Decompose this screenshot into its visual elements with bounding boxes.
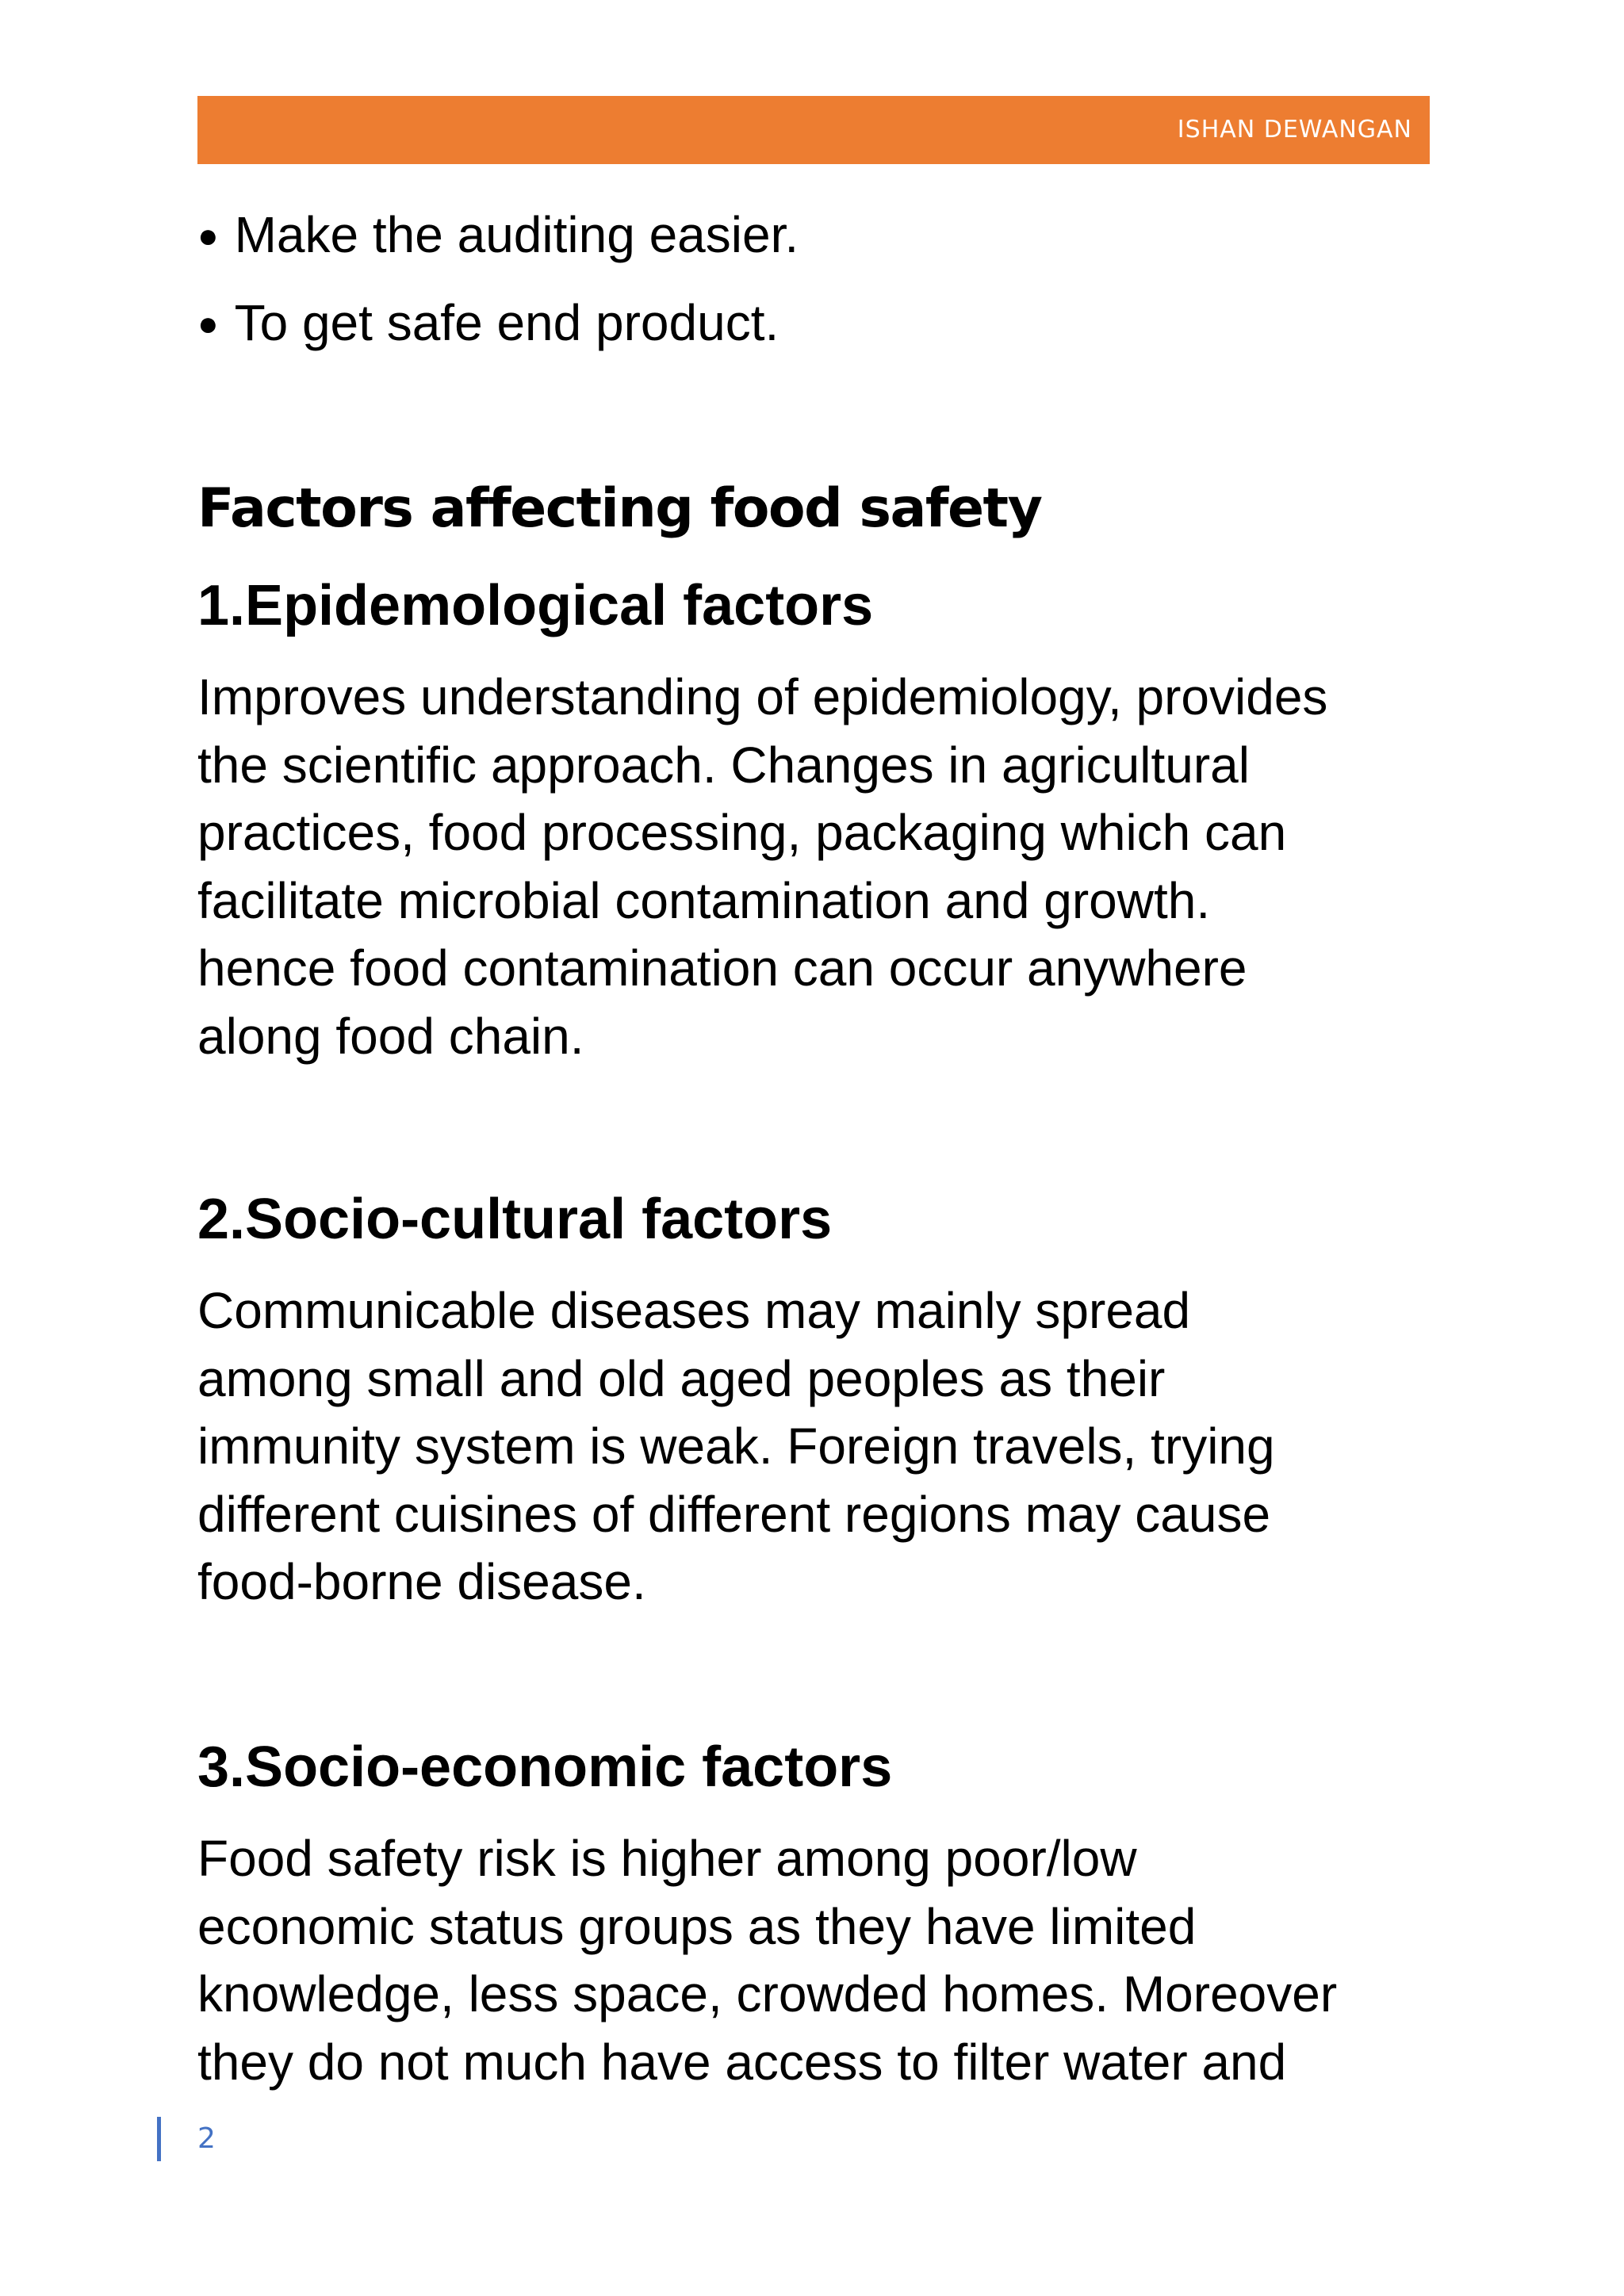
bullet-dot-icon: ● <box>197 304 219 343</box>
header-author-name: ISHAN DEWANGAN <box>1177 116 1412 144</box>
factor-paragraph: Food safety risk is higher among poor/low economic status groups as they have limited knowledge, less space, crowded homes. Moreover they do not much have access to filter water and <box>197 1830 1338 2091</box>
factor-heading: 2.Socio-cultural factors <box>197 1188 833 1251</box>
page-header-bar <box>197 96 1430 164</box>
page-number: 2 <box>197 2122 216 2155</box>
factor-paragraph: Improves understanding of epidemiology, provides the scientific approach. Changes in agricultural practices, food processing, packaging which can facilitate microbial contamination and growth. hence food contamination can occur anywhere along food chain. <box>197 668 1328 1065</box>
bullet-item <box>197 291 779 356</box>
factor-heading: 1.Epidemological factors <box>197 574 874 637</box>
bullet-text: To get safe end product. <box>234 294 779 351</box>
bullet-text: Make the auditing easier. <box>234 206 799 263</box>
bullet-item <box>197 203 799 268</box>
factor-paragraph: Communicable diseases may mainly spread among small and old aged peoples as their immunity system is weak. Foreign travels, trying different cuisines of different regions may cause food-borne disease. <box>197 1282 1275 1610</box>
bullet-dot-icon: ● <box>197 216 219 255</box>
section-heading: Factors affecting food safety <box>197 477 1042 540</box>
footer-accent-rule <box>157 2117 161 2161</box>
factor-heading: 3.Socio-economic factors <box>197 1735 893 1799</box>
